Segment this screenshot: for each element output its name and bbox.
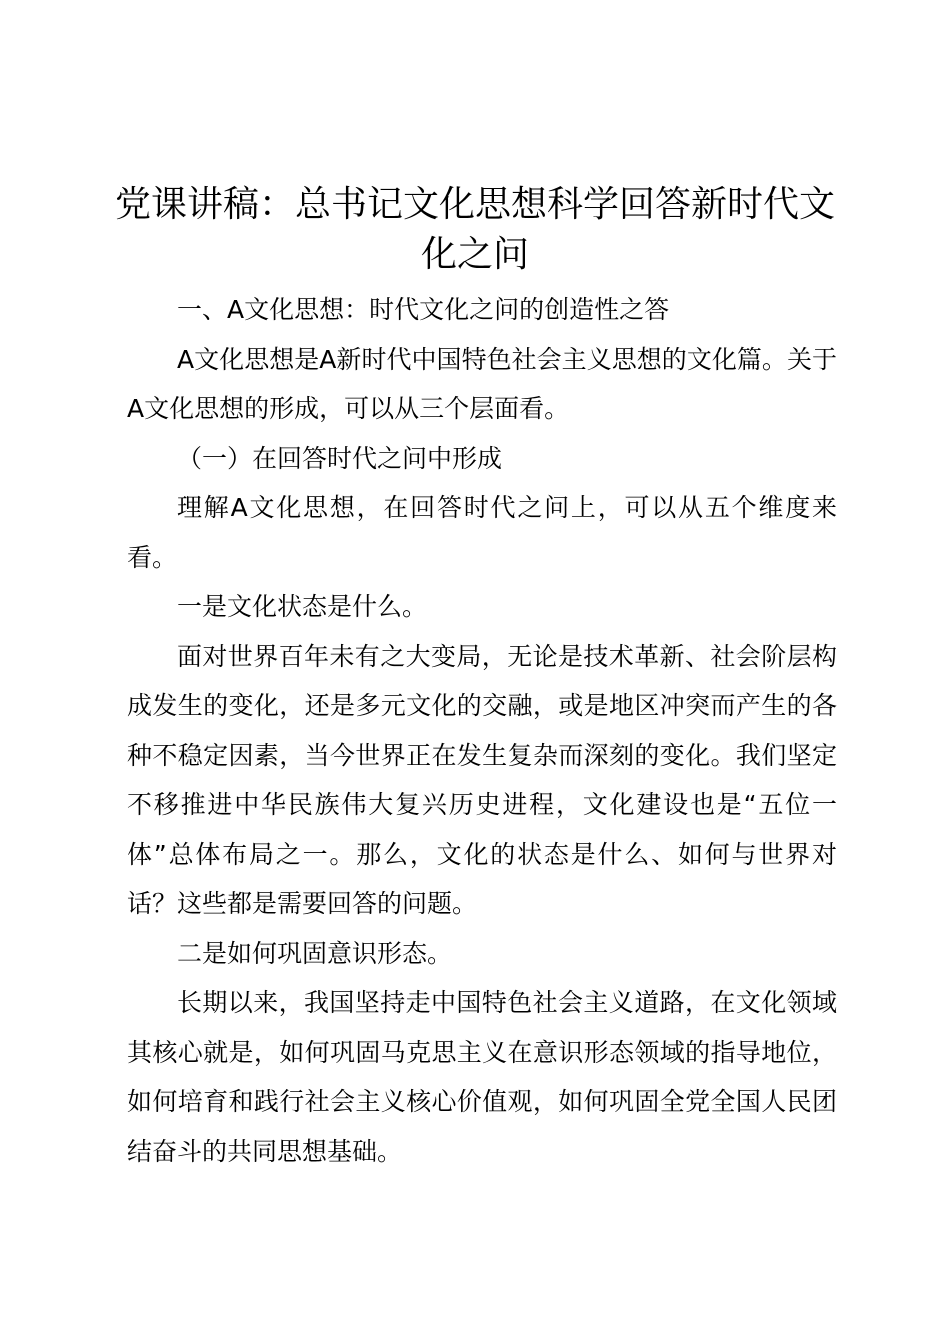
document-title: 党课讲稿：总书记文化思想科学回答新时代文化之问 — [114, 184, 835, 275]
point-heading: 二是如何巩固意识形态。 — [177, 938, 453, 968]
paragraph: 理解A文化思想，在回答时代之问上，可以从五个维度来看。 — [127, 493, 837, 572]
paragraph: 面对世界百年未有之大变局，无论是技术革新、社会阶层构成发生的变化，还是多元文化的交融，或是地区冲突而产生的各种不稳定因素，当今世界正在发生复杂而深刻的变化。我们坚定不移推进中华民族伟大复兴历史进程，文化建设也是“五位一体”总体布局之一。那么，文化的状态是什么、如何与世界对话？这些都是需要回答的问题。 — [127, 641, 837, 918]
document-body — [127, 285, 837, 1176]
paragraph: 长期以来，我国坚持走中国特色社会主义道路，在文化领域其核心就是，如何巩固马克思主义在意识形态领域的指导地位，如何培育和践行社会主义核心价值观，如何巩固全党全国人民团结奋斗的共同思想基础。 — [127, 988, 837, 1166]
paragraph: A文化思想是A新时代中国特色社会主义思想的文化篇。关于A文化思想的形成，可以从三个层面看。 — [127, 344, 837, 423]
point-heading: 一是文化状态是什么。 — [177, 592, 428, 621]
subsection-heading: （一）在回答时代之问中形成 — [177, 443, 503, 473]
section-heading: 一、A文化思想：时代文化之问的创造性之答 — [177, 295, 670, 324]
